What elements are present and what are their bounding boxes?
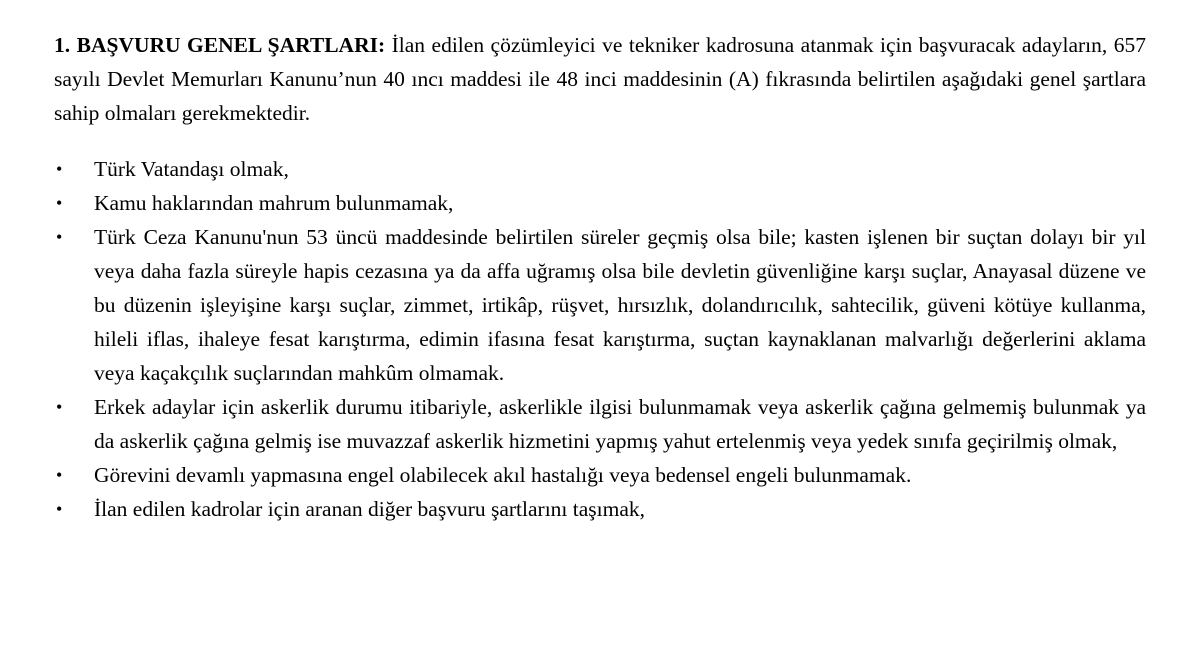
bullet-icon: • [56,465,63,485]
list-item-text: İlan edilen kadrolar için aranan diğer başvuru şartlarını taşımak, [94,497,646,521]
intro-text: İlan edilen çözümleyici ve tekniker kadrosuna atanmak için başvuracak adayların, 657 sayılı Devlet Memurları Kanunu’nun 40 ıncı maddesi ile 48 inci maddesinin (A) fıkrasında belirtilen aşağıdaki genel şartlara sahip olmaları gerekmektedir. [54,33,1147,125]
bullet-icon: • [56,193,63,213]
list-item-text: Türk Vatandaşı olmak, [94,157,289,181]
list-item-text: Görevini devamlı yapmasına engel olabilecek akıl hastalığı veya bedensel engeli bulunmamak. [94,463,912,487]
requirements-list [54,152,1146,526]
list-item [54,220,1146,390]
bullet-icon: • [56,397,63,417]
list-item [54,152,1146,186]
bullet-icon: • [56,499,63,519]
list-item-text: Kamu haklarından mahrum bulunmamak, [94,191,454,215]
bullet-icon: • [56,159,63,179]
list-item-text: Türk Ceza Kanunu'nun 53 üncü maddesinde belirtilen süreler geçmiş olsa bile; kasten işlenen bir suçtan dolayı bir yıl veya daha fazla süreyle hapis cezasına ya da affa uğramış olsa bile devletin güvenliğine karşı suçlar, Anayasal düzene ve bu düzenin işleyişine karşı suçlar, zimmet, irtikâp, rüşvet, hırsızlık, dolandırıcılık, sahtecilik, güveni kötüye kullanma, hileli iflas, ihaleye fesat karıştırma, edimin ifasına fesat karıştırma, suçtan kaynaklanan malvarlığı değerlerini aklama veya kaçakçılık suçlarından mahkûm olmamak. [94,225,1146,385]
list-item [54,186,1146,220]
section-heading: 1. BAŞVURU GENEL ŞARTLARI: [54,33,386,57]
list-item [54,492,1146,526]
intro-paragraph [54,28,1146,130]
list-item-text: Erkek adaylar için askerlik durumu itibariyle, askerlikle ilgisi bulunmamak veya askerlik çağına gelmemiş bulunmak ya da askerlik çağına gelmiş ise muvazzaf askerlik hizmetini yapmış yahut ertelenmiş veya yedek sınıfa geçirilmiş olmak, [94,395,1146,453]
bullet-icon: • [56,227,63,247]
document-page [54,28,1146,526]
list-item [54,390,1146,458]
list-item [54,458,1146,492]
